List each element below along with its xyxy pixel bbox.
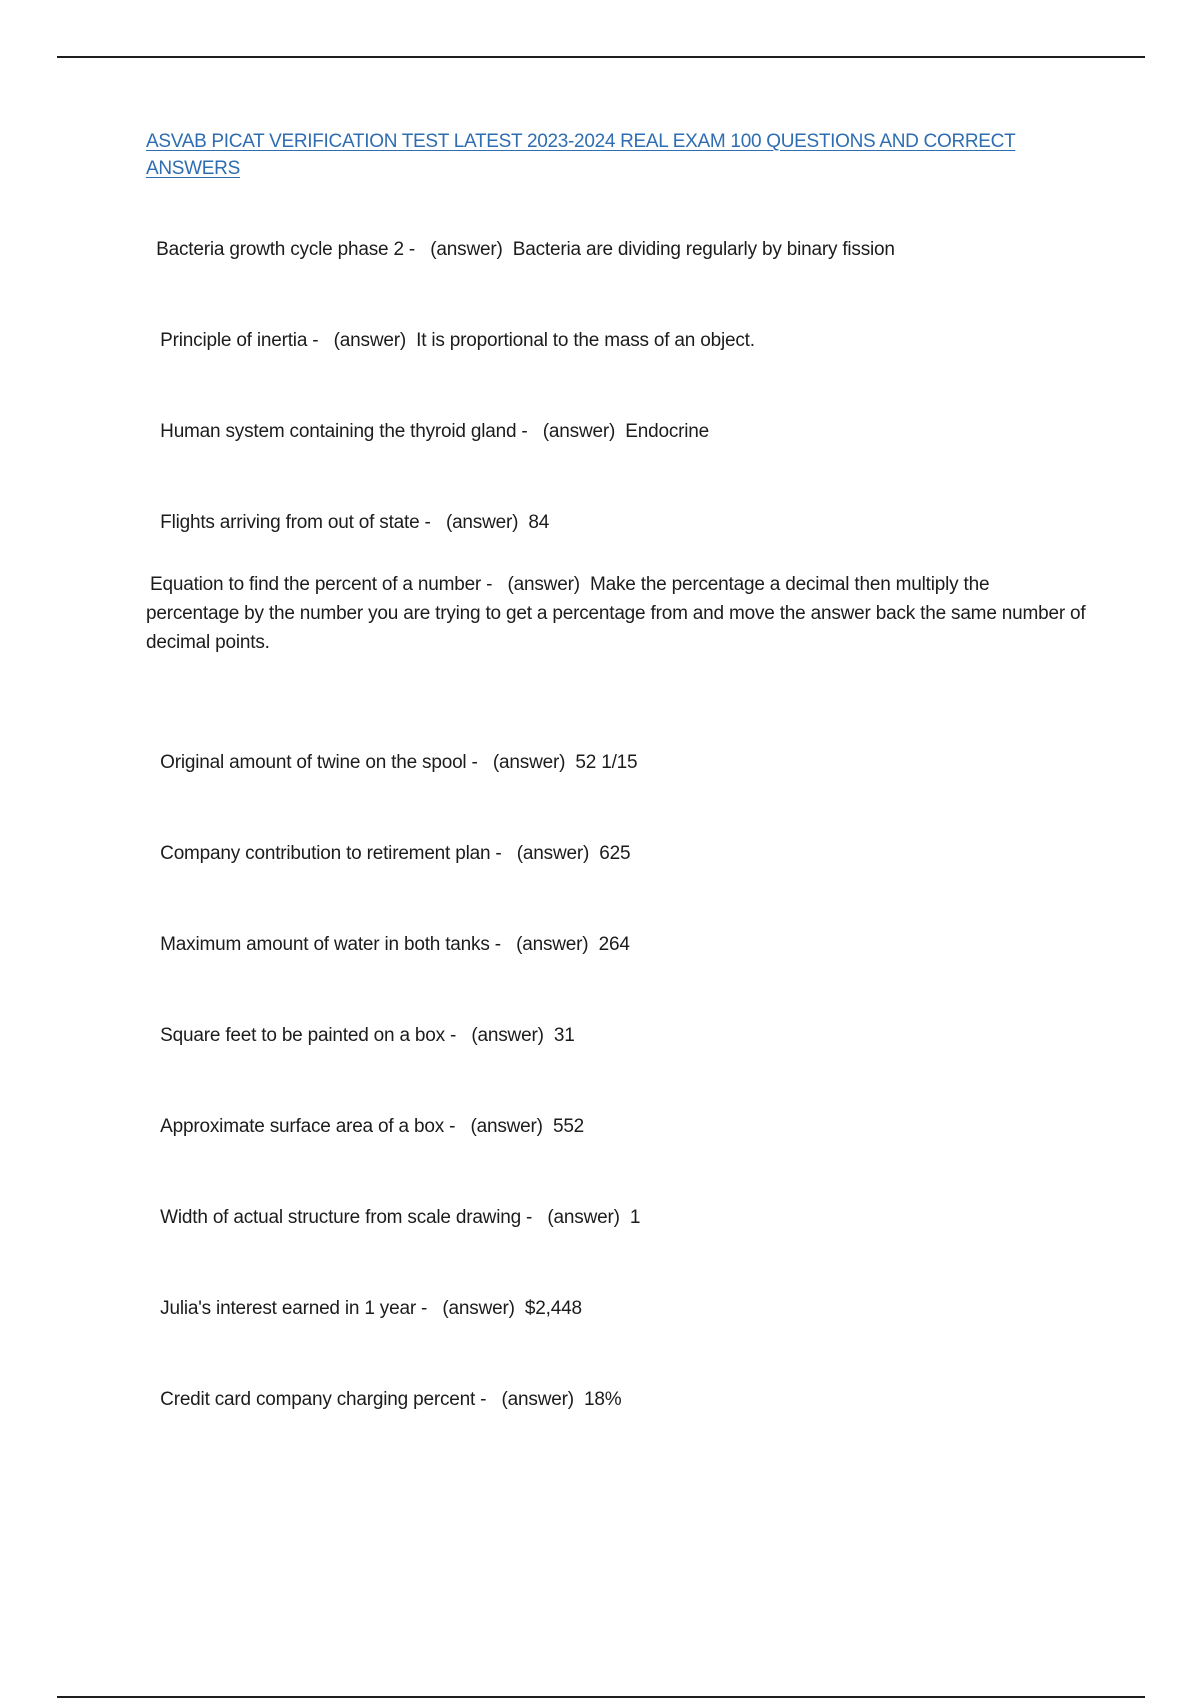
answer-text: 1 [629,1207,641,1228]
answer-text: Endocrine [625,421,710,442]
qa-item [150,1174,640,1232]
qa-item [150,1265,582,1323]
answer-tag: (answer) [542,421,616,442]
answer-tag: (answer) [430,239,503,260]
question-text: Original amount of twine on the spool - [160,752,478,773]
answer-tag: (answer) [442,1298,515,1319]
answer-tag: (answer) [516,843,590,864]
question-text: Principle of inertia - [160,330,319,351]
qa-item [150,479,549,537]
question-text: Flights arriving from out of state - [160,512,431,533]
answer-tag: (answer) [471,1025,544,1046]
answer-text: 18% [584,1389,622,1410]
answer-tag: (answer) [333,330,406,351]
question-text: Bacteria growth cycle phase 2 - [156,239,416,260]
answer-tag: (answer) [501,1389,574,1410]
answer-tag: (answer) [507,574,580,595]
answer-tag: (answer) [516,934,589,955]
question-text: Maximum amount of water in both tanks - [160,934,501,955]
qa-item [150,992,575,1050]
question-text: Approximate surface area of a box - [160,1116,456,1137]
answer-text: It is proportional to the mass of an object. [416,330,755,351]
answer-text: 552 [552,1116,585,1137]
answer-text: Make the percentage a decimal then multiply the percentage by the number you are trying to get a percentage from and move the answer back the same number of decimal points. [146,574,1091,653]
question-text: Credit card company charging percent - [160,1389,487,1410]
qa-item [150,388,709,446]
answer-tag: (answer) [492,752,566,773]
answer-text: 52 1/15 [575,752,638,773]
answer-text: 84 [528,512,550,533]
answer-tag: (answer) [470,1116,543,1137]
document-title-link[interactable]: ASVAB PICAT VERIFICATION TEST LATEST 2023-2024 REAL EXAM 100 QUESTIONS AND CORRECT ANSWERS [146,131,1016,179]
answer-text: $2,448 [524,1298,582,1319]
qa-item [146,206,895,264]
question-text: Equation to find the percent of a number - [150,574,493,595]
answer-tag: (answer) [445,512,519,533]
qa-item [150,1083,584,1141]
answer-text: 31 [553,1025,575,1046]
answer-tag: (answer) [547,1207,620,1228]
qa-item [150,810,630,868]
qa-item [150,719,637,777]
qa-item [150,901,630,959]
question-text: Width of actual structure from scale drawing - [160,1207,533,1228]
qa-item [150,297,755,355]
question-text: Human system containing the thyroid gland - [160,421,528,442]
question-text: Company contribution to retirement plan - [160,843,502,864]
question-text: Square feet to be painted on a box - [160,1025,457,1046]
footer-rule [57,1696,1145,1698]
header-rule [57,56,1145,58]
qa-item [146,570,1091,657]
question-text: Julia's interest earned in 1 year - [160,1298,428,1319]
qa-item [150,1356,621,1414]
answer-text: 625 [599,843,631,864]
answer-text: Bacteria are dividing regularly by binary fission [512,239,895,260]
answer-text: 264 [598,934,630,955]
